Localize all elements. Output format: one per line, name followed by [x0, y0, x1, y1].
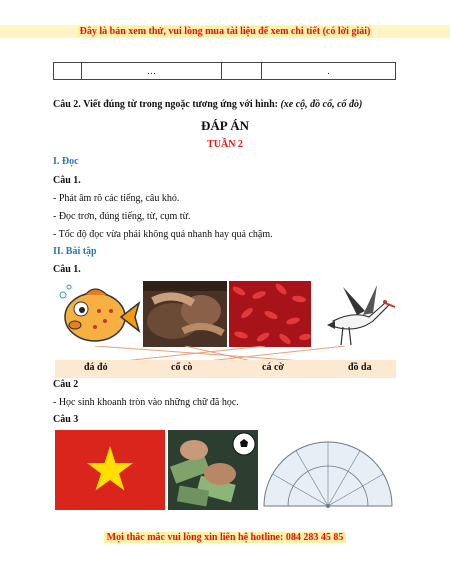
table-cell: … — [82, 63, 222, 80]
match-word: đá đỏ — [84, 362, 108, 373]
preview-banner: Đây là bản xem thử, vui lòng mua tài liệu để xem chi tiết (có lời giải) — [0, 25, 450, 38]
red-image — [229, 281, 311, 347]
top-table — [53, 62, 396, 80]
reading-heading: I. Đọc — [53, 156, 79, 167]
hotline-footer: Mọi thắc mắc vui lòng xin liên hệ hotline: 084 283 45 85 — [0, 532, 450, 543]
protractor-image — [258, 430, 398, 510]
exercises-q2-text: - Học sinh khoanh tròn vào những chữ đã học. — [53, 397, 239, 408]
table-cell: . — [262, 63, 396, 80]
match-word: đồ da — [348, 362, 372, 373]
hands-image — [143, 281, 227, 347]
exercises-q3-label: Câu 3 — [53, 414, 79, 425]
question-2: Câu 2. Viết đúng từ trong ngoặc tương ứng với hình: (xe cộ, đồ cổ, cổ đò) — [53, 99, 363, 110]
table-cell — [54, 63, 82, 80]
exercises-q2-label: Câu 2 — [53, 379, 79, 390]
exercises-heading: II. Bài tập — [53, 246, 97, 257]
reading-bullet: - Tốc độ đọc vừa phải không quá nhanh hay quá chậm. — [53, 229, 273, 240]
reading-q1-label: Câu 1. — [53, 175, 81, 186]
flag-image — [55, 430, 165, 510]
fish-image — [55, 281, 141, 347]
reading-bullet: - Phát âm rõ các tiếng, câu khó. — [53, 193, 180, 204]
table-cell — [222, 63, 262, 80]
match-word: cá cờ — [262, 362, 284, 373]
money-ball-image — [168, 430, 258, 510]
answer-title: ĐÁP ÁN — [200, 118, 250, 133]
crane-image — [313, 281, 397, 347]
match-word: cổ cò — [171, 362, 193, 373]
exercises-q1-label: Câu 1. — [53, 264, 81, 275]
reading-bullet: - Đọc trơn, đúng tiếng, từ, cụm từ. — [53, 211, 191, 222]
week-label: TUẦN 2 — [207, 139, 243, 150]
